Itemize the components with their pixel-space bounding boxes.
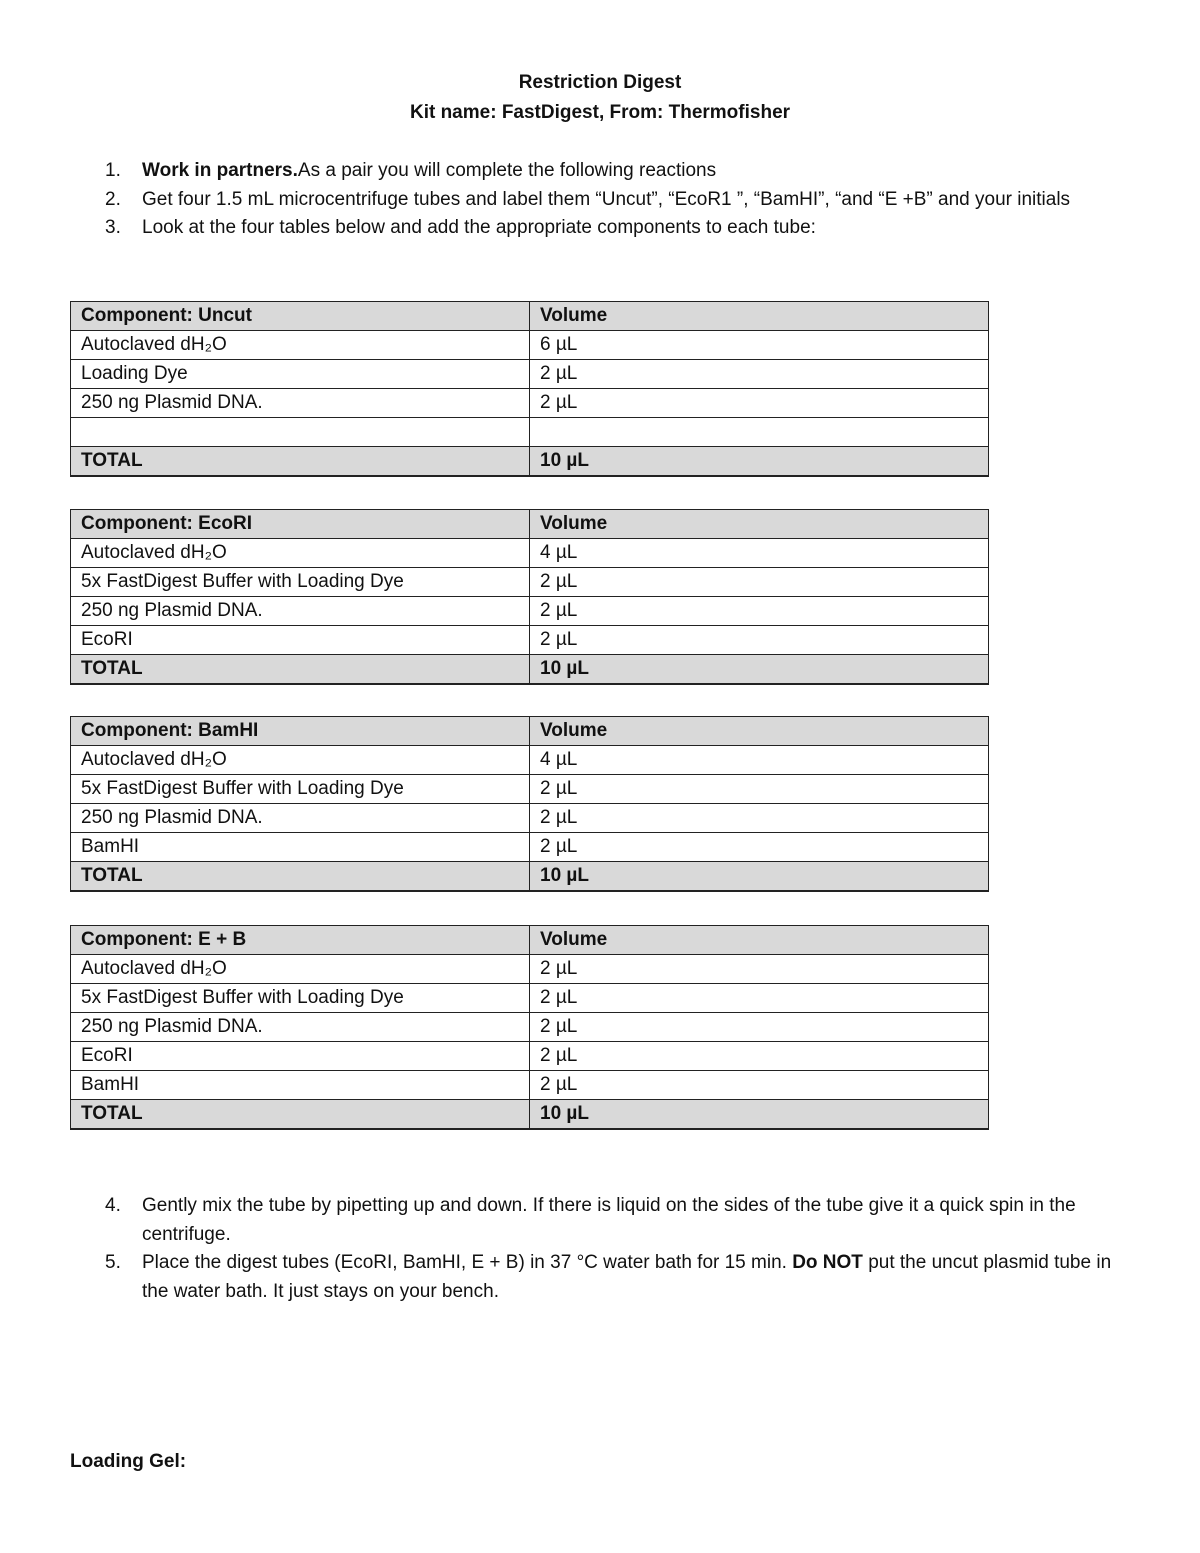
header-volume: Volume	[530, 302, 989, 331]
kit-subtitle: Kit name: FastDigest, From: Thermofisher	[409, 102, 791, 123]
step-bold-text: Work in partners.	[142, 160, 298, 181]
total-label: TOTAL	[71, 447, 530, 477]
total-label: TOTAL	[71, 862, 530, 892]
component-cell: 5x FastDigest Buffer with Loading Dye	[71, 568, 530, 597]
instructions-list-bottom	[100, 1192, 1130, 1306]
table-row	[71, 746, 989, 775]
table-row	[71, 1071, 989, 1100]
volume-cell: 2 µL	[530, 389, 989, 418]
instructions-list-top	[100, 157, 1130, 243]
step-number: 2.	[105, 188, 121, 210]
loading-gel-heading: Loading Gel:	[70, 1451, 187, 1472]
table-row	[71, 833, 989, 862]
volume-cell: 2 µL	[530, 833, 989, 862]
list-item	[100, 157, 1130, 186]
table-row	[71, 418, 989, 447]
component-cell: EcoRI	[71, 1042, 530, 1071]
volume-cell: 4 µL	[530, 746, 989, 775]
table-row	[71, 955, 989, 984]
volume-cell: 2 µL	[530, 360, 989, 389]
table-total-row	[71, 862, 989, 892]
step-number: 1.	[105, 160, 121, 181]
component-cell: Loading Dye	[71, 360, 530, 389]
volume-cell: 6 µL	[530, 331, 989, 360]
volume-cell: 2 µL	[530, 804, 989, 833]
component-cell: 5x FastDigest Buffer with Loading Dye	[71, 775, 530, 804]
step-number: 5.	[105, 1252, 121, 1273]
total-volume: 10 µL	[530, 862, 989, 892]
total-volume: 10 µL	[530, 1100, 989, 1130]
step-text: Get four 1.5 mL microcentrifuge tubes and label them “Uncut”, “EcoR1 ”, “BamHI”, “and “E +B” and your initials	[142, 188, 1071, 210]
component-cell: Autoclaved dH₂O	[71, 331, 530, 360]
table-header-row	[71, 717, 989, 746]
table-row	[71, 984, 989, 1013]
table-total-row	[71, 447, 989, 477]
table-row	[71, 775, 989, 804]
table-row	[71, 360, 989, 389]
step-text-after: put the uncut plasmid tube in the water bath. It just stays on your bench.	[142, 1252, 1112, 1302]
component-cell: 250 ng Plasmid DNA.	[71, 1013, 530, 1042]
total-volume: 10 µL	[530, 447, 989, 477]
table-total-row	[71, 1100, 989, 1130]
step-text: Gently mix the tube by pipetting up and down. If there is liquid on the sides of the tube give it a quick spin in the centrifuge.	[142, 1195, 1076, 1245]
component-cell: BamHI	[71, 833, 530, 862]
table-row	[71, 626, 989, 655]
volume-cell	[530, 418, 989, 447]
header-component: Component: E + B	[71, 926, 530, 955]
table-row	[71, 804, 989, 833]
table-header-row	[71, 510, 989, 539]
header-component: Component: Uncut	[71, 302, 530, 331]
list-item	[100, 1192, 1130, 1249]
component-cell: 5x FastDigest Buffer with Loading Dye	[71, 984, 530, 1013]
table-header-row	[71, 302, 989, 331]
table-e-plus-b	[70, 925, 989, 1130]
component-cell: 250 ng Plasmid DNA.	[71, 804, 530, 833]
header-volume: Volume	[530, 510, 989, 539]
component-cell: 250 ng Plasmid DNA.	[71, 389, 530, 418]
header-volume: Volume	[530, 926, 989, 955]
component-cell: Autoclaved dH₂O	[71, 746, 530, 775]
volume-cell: 2 µL	[530, 597, 989, 626]
step-number: 3.	[105, 217, 121, 238]
table-row	[71, 331, 989, 360]
component-cell: EcoRI	[71, 626, 530, 655]
total-volume: 10 µL	[530, 655, 989, 685]
document-title: Restriction Digest	[518, 72, 682, 93]
step-bold-text: Do NOT	[792, 1252, 863, 1273]
volume-cell: 2 µL	[530, 568, 989, 597]
component-cell: 250 ng Plasmid DNA.	[71, 597, 530, 626]
step-text: Look at the four tables below and add the appropriate components to each tube:	[142, 217, 816, 238]
component-cell	[71, 418, 530, 447]
component-cell: Autoclaved dH₂O	[71, 955, 530, 984]
list-item	[100, 186, 1130, 215]
header-volume: Volume	[530, 717, 989, 746]
header-component: Component: EcoRI	[71, 510, 530, 539]
volume-cell: 2 µL	[530, 1071, 989, 1100]
component-cell: BamHI	[71, 1071, 530, 1100]
step-text-before: Place the digest tubes (EcoRI, BamHI, E + B) in 37 °C water bath for 15 min.	[142, 1252, 793, 1273]
table-row	[71, 568, 989, 597]
list-item	[100, 214, 1130, 243]
table-total-row	[71, 655, 989, 685]
table-row	[71, 1042, 989, 1071]
volume-cell: 2 µL	[530, 1013, 989, 1042]
volume-cell: 2 µL	[530, 775, 989, 804]
table-row	[71, 597, 989, 626]
header-component: Component: BamHI	[71, 717, 530, 746]
table-ecori	[70, 509, 989, 685]
total-label: TOTAL	[71, 655, 530, 685]
step-number: 4.	[105, 1195, 121, 1216]
table-row	[71, 389, 989, 418]
table-row	[71, 539, 989, 568]
total-label: TOTAL	[71, 1100, 530, 1130]
step-text: As a pair you will complete the following reactions	[297, 160, 717, 181]
table-bamhi	[70, 716, 989, 892]
volume-cell: 2 µL	[530, 626, 989, 655]
table-row	[71, 1013, 989, 1042]
table-uncut	[70, 301, 989, 477]
volume-cell: 2 µL	[530, 1042, 989, 1071]
component-cell: Autoclaved dH₂O	[71, 539, 530, 568]
list-item	[100, 1249, 1130, 1306]
volume-cell: 2 µL	[530, 984, 989, 1013]
table-header-row	[71, 926, 989, 955]
volume-cell: 4 µL	[530, 539, 989, 568]
volume-cell: 2 µL	[530, 955, 989, 984]
